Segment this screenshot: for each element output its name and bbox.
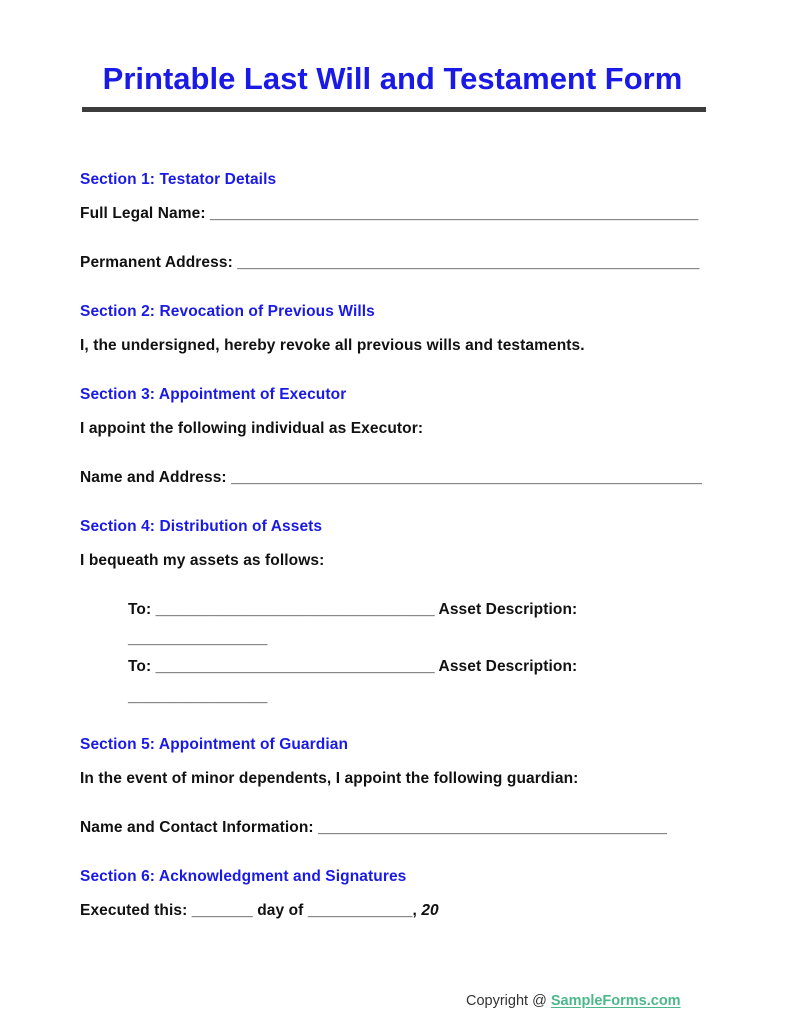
beneficiary-1-description-blank: ________________: [128, 630, 268, 647]
executed-year: 20: [421, 902, 439, 919]
full-legal-name-field: Full Legal Name: ________________________________________________________: [80, 205, 699, 222]
revocation-statement: I, the undersigned, hereby revoke all previous wills and testaments.: [80, 337, 585, 354]
permanent-address-field: Permanent Address: _____________________________________________________: [80, 254, 700, 271]
executor-statement: I appoint the following individual as Executor:: [80, 420, 424, 437]
guardian-contact-field: Name and Contact Information: ________________________________________: [80, 819, 667, 836]
section-6-heading: Section 6: Acknowledgment and Signatures: [80, 868, 407, 885]
brand-link[interactable]: SampleForms.com: [550, 993, 681, 1009]
section-5-heading: Section 5: Appointment of Guardian: [80, 736, 349, 753]
title-divider: [82, 107, 706, 112]
bequeath-statement: I bequeath my assets as follows:: [80, 552, 325, 569]
beneficiary-2-description-blank: ________________: [128, 688, 268, 705]
copyright-text: Copyright @: [466, 993, 551, 1009]
executed-date-field: [80, 902, 439, 920]
section-3-heading: Section 3: Appointment of Executor: [80, 386, 347, 403]
guardian-statement: In the event of minor dependents, I appoint the following guardian:: [80, 770, 579, 787]
footer-copyright: [466, 993, 681, 1009]
section-1-heading: Section 1: Testator Details: [80, 171, 277, 188]
page-title: Printable Last Will and Testament Form: [102, 61, 683, 96]
beneficiary-2-field: To: ________________________________ Asset Description:: [128, 658, 578, 675]
executor-name-address-field: Name and Address: ______________________________________________________: [80, 469, 702, 486]
beneficiary-1-field: To: ________________________________ Asset Description:: [128, 601, 578, 618]
section-2-heading: Section 2: Revocation of Previous Wills: [80, 303, 375, 320]
section-4-heading: Section 4: Distribution of Assets: [80, 518, 323, 535]
executed-date-prefix: Executed this: _______ day of ____________,: [80, 902, 422, 919]
